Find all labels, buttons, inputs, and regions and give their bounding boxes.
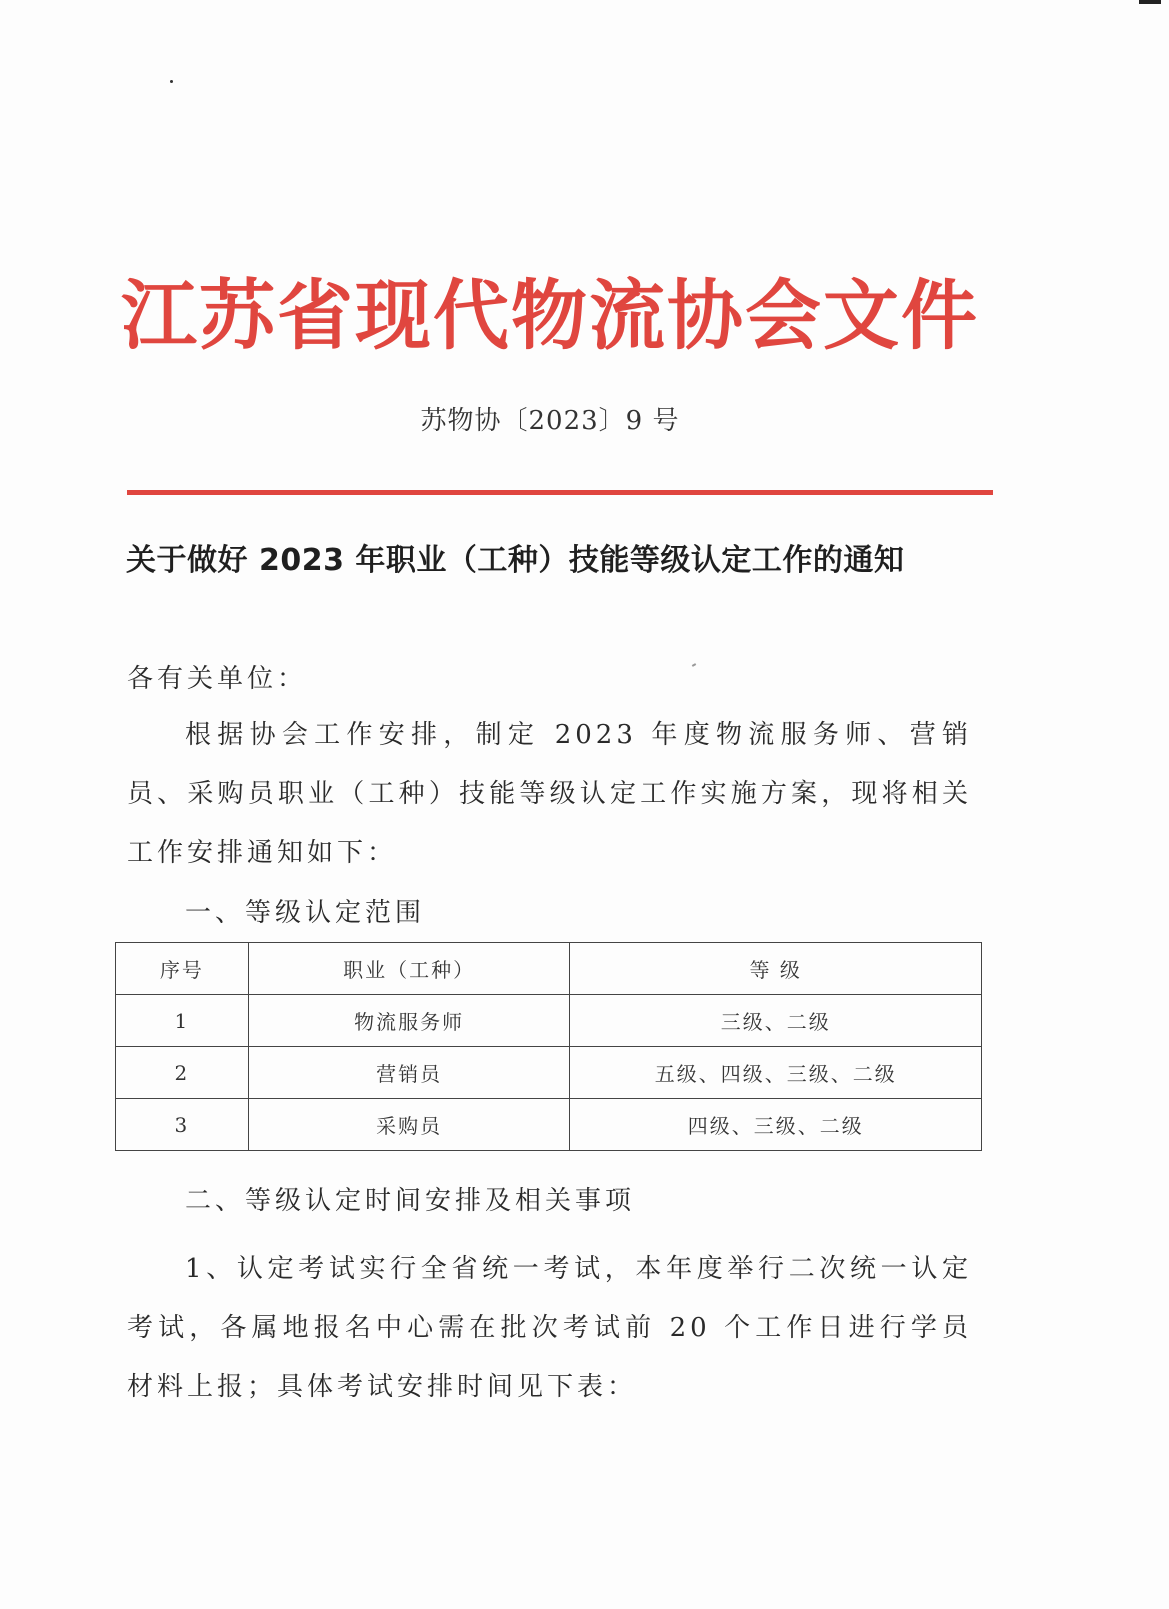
section-heading-2: 二、等级认定时间安排及相关事项 — [185, 1186, 636, 1216]
scan-corner-mark — [1139, 0, 1161, 4]
red-divider — [127, 490, 993, 495]
cell-serial: 3 — [116, 1099, 249, 1151]
certification-levels-table — [115, 942, 982, 1151]
scan-speck — [170, 80, 173, 83]
body-paragraph-2: 1、认定考试实行全省统一考试，本年度举行二次统一认定考试，各属地报名中心需在批次考试前 20 个工作日进行学员材料上报；具体考试安排时间见下表： — [127, 1254, 972, 1402]
notice-title: 关于做好 2023 年职业（工种）技能等级认定工作的通知 — [126, 543, 905, 578]
header-cell-occupation: 职业（工种） — [248, 943, 570, 995]
cell-occupation: 物流服务师 — [248, 995, 570, 1047]
scan-speck — [692, 663, 696, 667]
cell-serial: 2 — [116, 1047, 249, 1099]
section-heading-1: 一、等级认定范围 — [185, 898, 426, 928]
cell-serial: 1 — [116, 995, 249, 1047]
cell-occupation: 营销员 — [248, 1047, 570, 1099]
cell-level: 四级、三级、二级 — [570, 1099, 982, 1151]
table-header-row — [116, 943, 982, 995]
cell-occupation: 采购员 — [248, 1099, 570, 1151]
table-row — [116, 1099, 982, 1151]
table-row — [116, 1047, 982, 1099]
letterhead-title: 江苏省现代物流协会文件 — [121, 271, 979, 360]
header-cell-serial: 序号 — [116, 943, 249, 995]
cell-level: 五级、四级、三级、二级 — [570, 1047, 982, 1099]
cell-level: 三级、二级 — [570, 995, 982, 1047]
document-number: 苏物协〔2023〕9 号 — [420, 406, 680, 436]
header-cell-level: 等 级 — [570, 943, 982, 995]
table-row — [116, 995, 982, 1047]
salutation: 各有关单位： — [127, 664, 308, 694]
body-paragraph-1: 根据协会工作安排，制定 2023 年度物流服务师、营销员、采购员职业（工种）技能等级认定工作实施方案，现将相关工作安排通知如下： — [127, 720, 972, 868]
